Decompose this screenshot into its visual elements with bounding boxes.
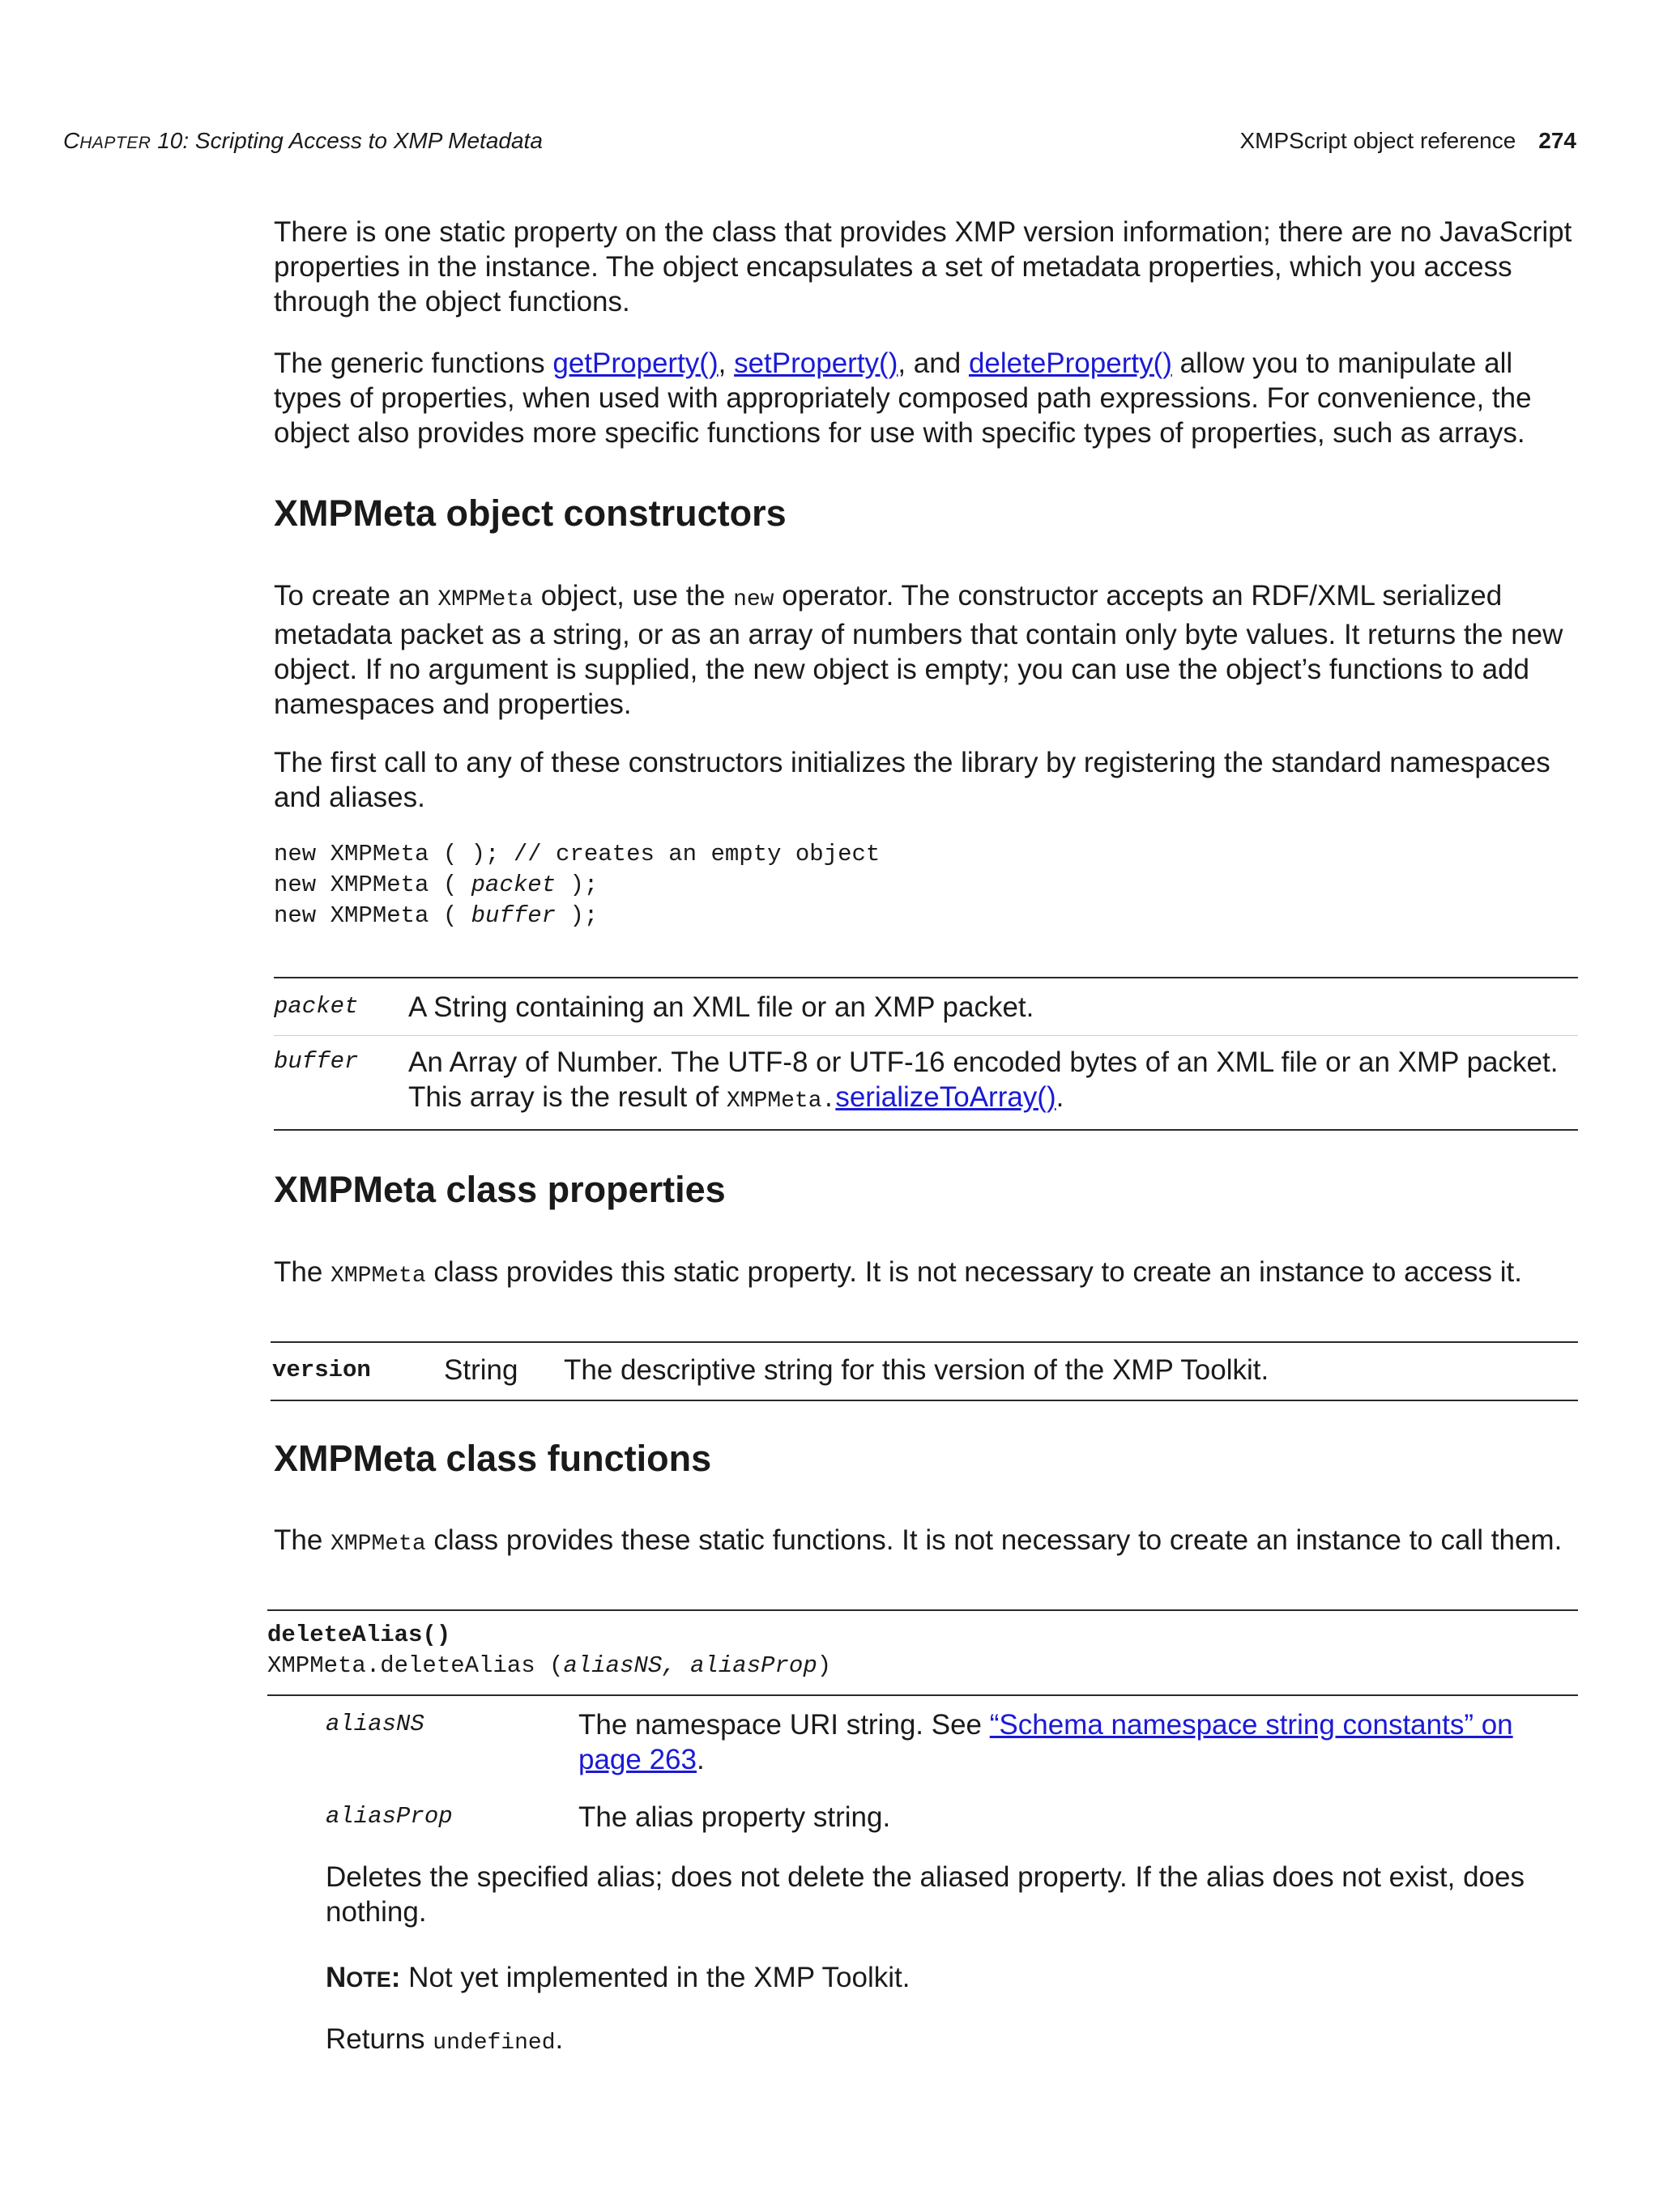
code-arg: packet <box>471 872 557 898</box>
function-header <box>267 1620 1572 1681</box>
inline-code: XMPMeta. <box>726 1089 836 1114</box>
class-functions-heading: XMPMeta class functions <box>274 1438 712 1479</box>
running-header-chapter <box>63 128 543 154</box>
constructors-heading: XMPMeta object constructors <box>274 492 787 534</box>
note-smallcaps: OTE <box>346 1967 391 1992</box>
page-number: 274 <box>1538 128 1576 153</box>
code-line: new XMPMeta ( ); // creates an empty object <box>274 841 881 867</box>
text-span: . <box>1056 1081 1064 1113</box>
text-span: The generic functions <box>274 347 553 379</box>
param-name: buffer <box>274 1048 359 1075</box>
text-span: object, use the <box>532 580 734 612</box>
function-signature <box>267 1651 1572 1681</box>
note-label <box>326 1962 400 1993</box>
code-line: new XMPMeta ( <box>274 872 471 898</box>
param-desc: A String containing an XML file or an XMP packet. <box>408 991 1034 1023</box>
function-name: deleteAlias() <box>267 1622 451 1648</box>
text-span: class provides these static functions. It is not necessary to create an instance to call them. <box>425 1524 1563 1556</box>
table-bottom-rule <box>274 1129 1578 1131</box>
class-properties-heading: XMPMeta class properties <box>274 1169 726 1210</box>
constructors-paragraph-1 <box>274 578 1578 722</box>
text-span: allow you to manipulate all types of properties, when used with appropriately composed path expressions. For convenience, the object also provides more specific functions for use with specific types of properties, such as arrays. <box>274 347 1532 449</box>
class-properties-paragraph <box>274 1255 1578 1294</box>
property-desc: The descriptive string for this version of the XMP Toolkit. <box>564 1354 1269 1386</box>
serializetoarray-link[interactable]: serializeToArray() <box>835 1081 1056 1113</box>
text-span: An Array of Number. The UTF-8 or UTF-16 encoded bytes of an XML file or an XMP packet. This array is the result of <box>408 1046 1559 1113</box>
text-span: , and <box>898 347 969 379</box>
inline-code: XMPMeta <box>437 587 533 612</box>
constructors-paragraph-2: The first call to any of these constructors initializes the library by registering the standard namespaces and aliases. <box>274 747 1550 813</box>
getproperty-link[interactable]: getProperty() <box>552 347 719 379</box>
text-span: The <box>274 1256 331 1288</box>
inline-code: XMPMeta <box>331 1532 426 1557</box>
param-desc <box>408 1045 1578 1119</box>
function-note <box>326 1960 1578 1997</box>
table-row <box>274 990 1578 1025</box>
code-line-end: ); <box>556 872 599 898</box>
param-name: packet <box>274 993 359 1020</box>
note-initial: N <box>326 1962 347 1993</box>
class-functions-paragraph <box>274 1523 1578 1562</box>
text-span: ) <box>817 1652 832 1679</box>
table-top-rule <box>274 977 1578 978</box>
note-colon: : <box>390 1962 401 1993</box>
function-description: Deletes the specified alias; does not delete the aliased property. If the alias does not exist, does nothing. <box>326 1861 1525 1928</box>
param-name: aliasNS <box>326 1711 424 1737</box>
code-line: new XMPMeta ( <box>274 902 471 929</box>
text-span: operator. The constructor accepts an RDF/XML serialized metadata packet as a string, or as an array of numbers that contain only byte values. It returns the new object. If no argument is supplied, the new object is empty; you can use the object’s functions to add namespaces and properties. <box>274 580 1563 720</box>
text-span: . <box>555 2023 564 2055</box>
text-span: , <box>718 347 735 379</box>
text-span: The <box>274 1524 331 1556</box>
inline-code: undefined <box>433 2031 556 2056</box>
intro-paragraph-1: There is one static property on the class that provides XMP version information; there are no JavaScript properties in the instance. The object encapsulates a set of metadata properties, which you access through the object functions. <box>274 216 1572 318</box>
param-desc <box>578 1707 1534 1777</box>
text-span: Returns <box>326 2023 433 2055</box>
chapter-title: 10: Scripting Access to XMP Metadata <box>151 128 543 153</box>
chapter-initial: C <box>63 128 80 153</box>
table-row-divider <box>274 1035 1578 1036</box>
setproperty-link[interactable]: setProperty() <box>734 347 898 379</box>
link-text: “Schema namespace string constants” on <box>989 1709 1513 1741</box>
function-top-rule <box>267 1609 1578 1611</box>
code-arg: buffer <box>471 902 557 929</box>
note-text: Not yet implemented in the XMP Toolkit. <box>400 1962 911 1993</box>
function-returns <box>326 2022 1578 2061</box>
param-name: aliasProp <box>326 1803 453 1830</box>
link-text: page 263 <box>578 1744 697 1775</box>
property-type: String <box>444 1354 518 1386</box>
deleteproperty-link[interactable]: deleteProperty() <box>968 347 1172 379</box>
text-span: To create an <box>274 580 438 612</box>
section-title: XMPScript object reference <box>1239 128 1516 153</box>
chapter-smallcaps: HAPTER <box>79 134 151 152</box>
text-span: class provides this static property. It is not necessary to create an instance to access it. <box>425 1256 1522 1288</box>
intro-paragraph-2 <box>274 346 1578 450</box>
code-line-end: ); <box>556 902 599 929</box>
param-desc: The alias property string. <box>578 1801 891 1833</box>
constructor-code-block <box>274 839 1578 931</box>
property-row <box>274 1353 1578 1388</box>
text-span: The namespace URI string. See <box>578 1709 990 1741</box>
table-row <box>274 1045 1578 1118</box>
property-table-bottom-rule <box>271 1400 1578 1401</box>
running-header-section <box>1239 128 1576 154</box>
function-header-bottom-rule <box>267 1694 1578 1696</box>
text-span: . <box>696 1744 705 1775</box>
inline-code: XMPMeta <box>331 1264 426 1289</box>
property-table-top-rule <box>271 1341 1578 1343</box>
property-name: version <box>272 1357 371 1383</box>
text-span: XMPMeta.deleteAlias ( <box>267 1652 564 1679</box>
inline-code: new <box>733 587 774 612</box>
signature-args: aliasNS, aliasProp <box>563 1652 817 1679</box>
